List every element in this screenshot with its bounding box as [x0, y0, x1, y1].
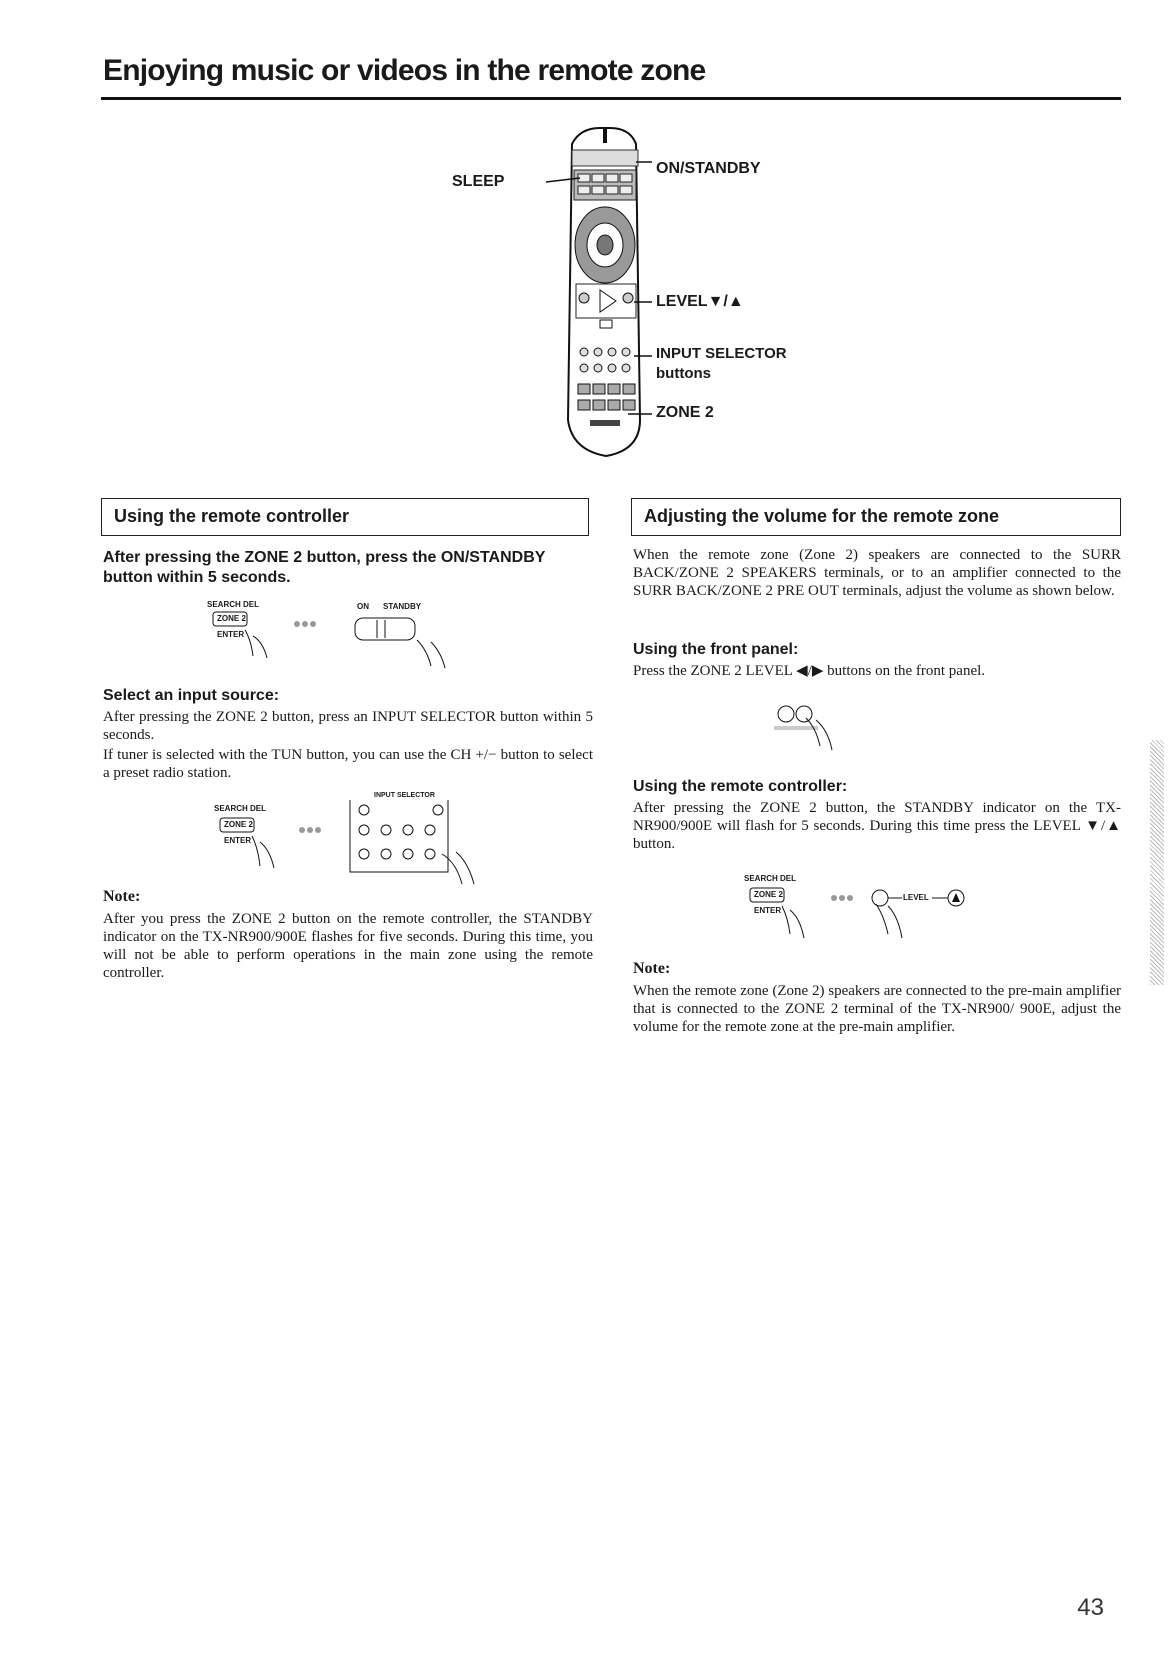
label-search-del: SEARCH DEL: [214, 804, 267, 813]
label-zone2: ZONE 2: [224, 820, 253, 829]
select-input-body-1: After pressing the ZONE 2 button, press an INPUT SELECTOR button within 5 seconds.: [103, 709, 593, 743]
label-search-del: SEARCH DEL: [744, 874, 797, 883]
label-standby: STANDBY: [383, 602, 422, 611]
label-input-selector: INPUT SELECTOR: [374, 792, 435, 799]
callout-on-standby: ON/STANDBY: [656, 160, 761, 177]
front-panel-knob-drawing: [770, 694, 860, 754]
right-note-body: When the remote zone (Zone 2) speakers are connected to the pre-main amplifier that is connected to the ZONE 2 terminal of the TX-NR900/ 900E, adjust the volume for the remote zone at the pre-main amplifier.: [633, 983, 1121, 1035]
right-note-label: Note:: [633, 960, 671, 977]
callout-zone2: ZONE 2: [656, 404, 714, 421]
label-enter: ENTER: [224, 836, 252, 845]
adjust-volume-intro: When the remote zone (Zone 2) speakers are connected to the SURR BACK/ZONE 2 SPEAKERS terminals, or to an amplifier connected to the SURR BACK/ZONE 2 PRE OUT terminals, adjust the volume as shown below.: [633, 547, 1121, 599]
front-panel-heading: Using the front panel:: [633, 641, 799, 658]
page-number: 43: [1077, 1594, 1104, 1621]
label-zone2: ZONE 2: [754, 890, 783, 899]
select-input-heading: Select an input source:: [103, 687, 280, 704]
title-rule: [101, 97, 1121, 100]
select-input-body-2: If tuner is selected with the TUN button, you can use the CH +/− button to select a preset radio station.: [103, 747, 593, 781]
illustration-zone2-then-input-selector: [212, 792, 512, 886]
page-title: Enjoying music or videos in the remote zone: [103, 54, 706, 87]
remote-controller-figure: [452, 120, 880, 470]
instruction-heading: After pressing the ZONE 2 button, press the ON/STANDBY button within 5 seconds.: [103, 549, 546, 586]
callout-input-selector-sub: buttons: [656, 365, 711, 382]
side-tab-marker: [1150, 740, 1164, 985]
label-zone2: ZONE 2: [217, 614, 246, 623]
remote-controller-body: After pressing the ZONE 2 button, the STANDBY indicator on the TX-NR900/900E will flash for 5 seconds. During this time press the LEVEL ▼/▲ button.: [633, 800, 1121, 852]
callout-input-selector: INPUT SELECTOR: [656, 345, 787, 362]
remote-controller-heading: Using the remote controller:: [633, 778, 848, 795]
section-title-remote-controller: Using the remote controller: [101, 498, 589, 536]
illustration-front-panel-level: [770, 694, 860, 754]
label-search-del: SEARCH DEL: [207, 600, 260, 609]
front-panel-body: Press the ZONE 2 LEVEL ◀/▶ buttons on the front panel.: [633, 663, 986, 679]
label-enter: ENTER: [217, 630, 245, 639]
label-on: ON: [357, 602, 369, 611]
illustration-zone2-then-standby: [205, 600, 495, 670]
callout-level: LEVEL▼/▲: [656, 293, 744, 310]
illustration-zone2-standby-drawing: [205, 600, 495, 670]
left-note-body: After you press the ZONE 2 button on the remote controller, the STANDBY indicator on the TX-NR900/900E flashes for five seconds. During this time, you will not be able to perform operations in the main zone using the remote controller.: [103, 911, 593, 981]
label-level: LEVEL: [903, 893, 929, 902]
section-title-adjust-volume: Adjusting the volume for the remote zone: [631, 498, 1121, 536]
callout-sleep: SLEEP: [452, 173, 505, 190]
illustration-zone2-then-level: [742, 872, 1002, 942]
left-note-label: Note:: [103, 888, 141, 905]
label-enter: ENTER: [754, 906, 782, 915]
